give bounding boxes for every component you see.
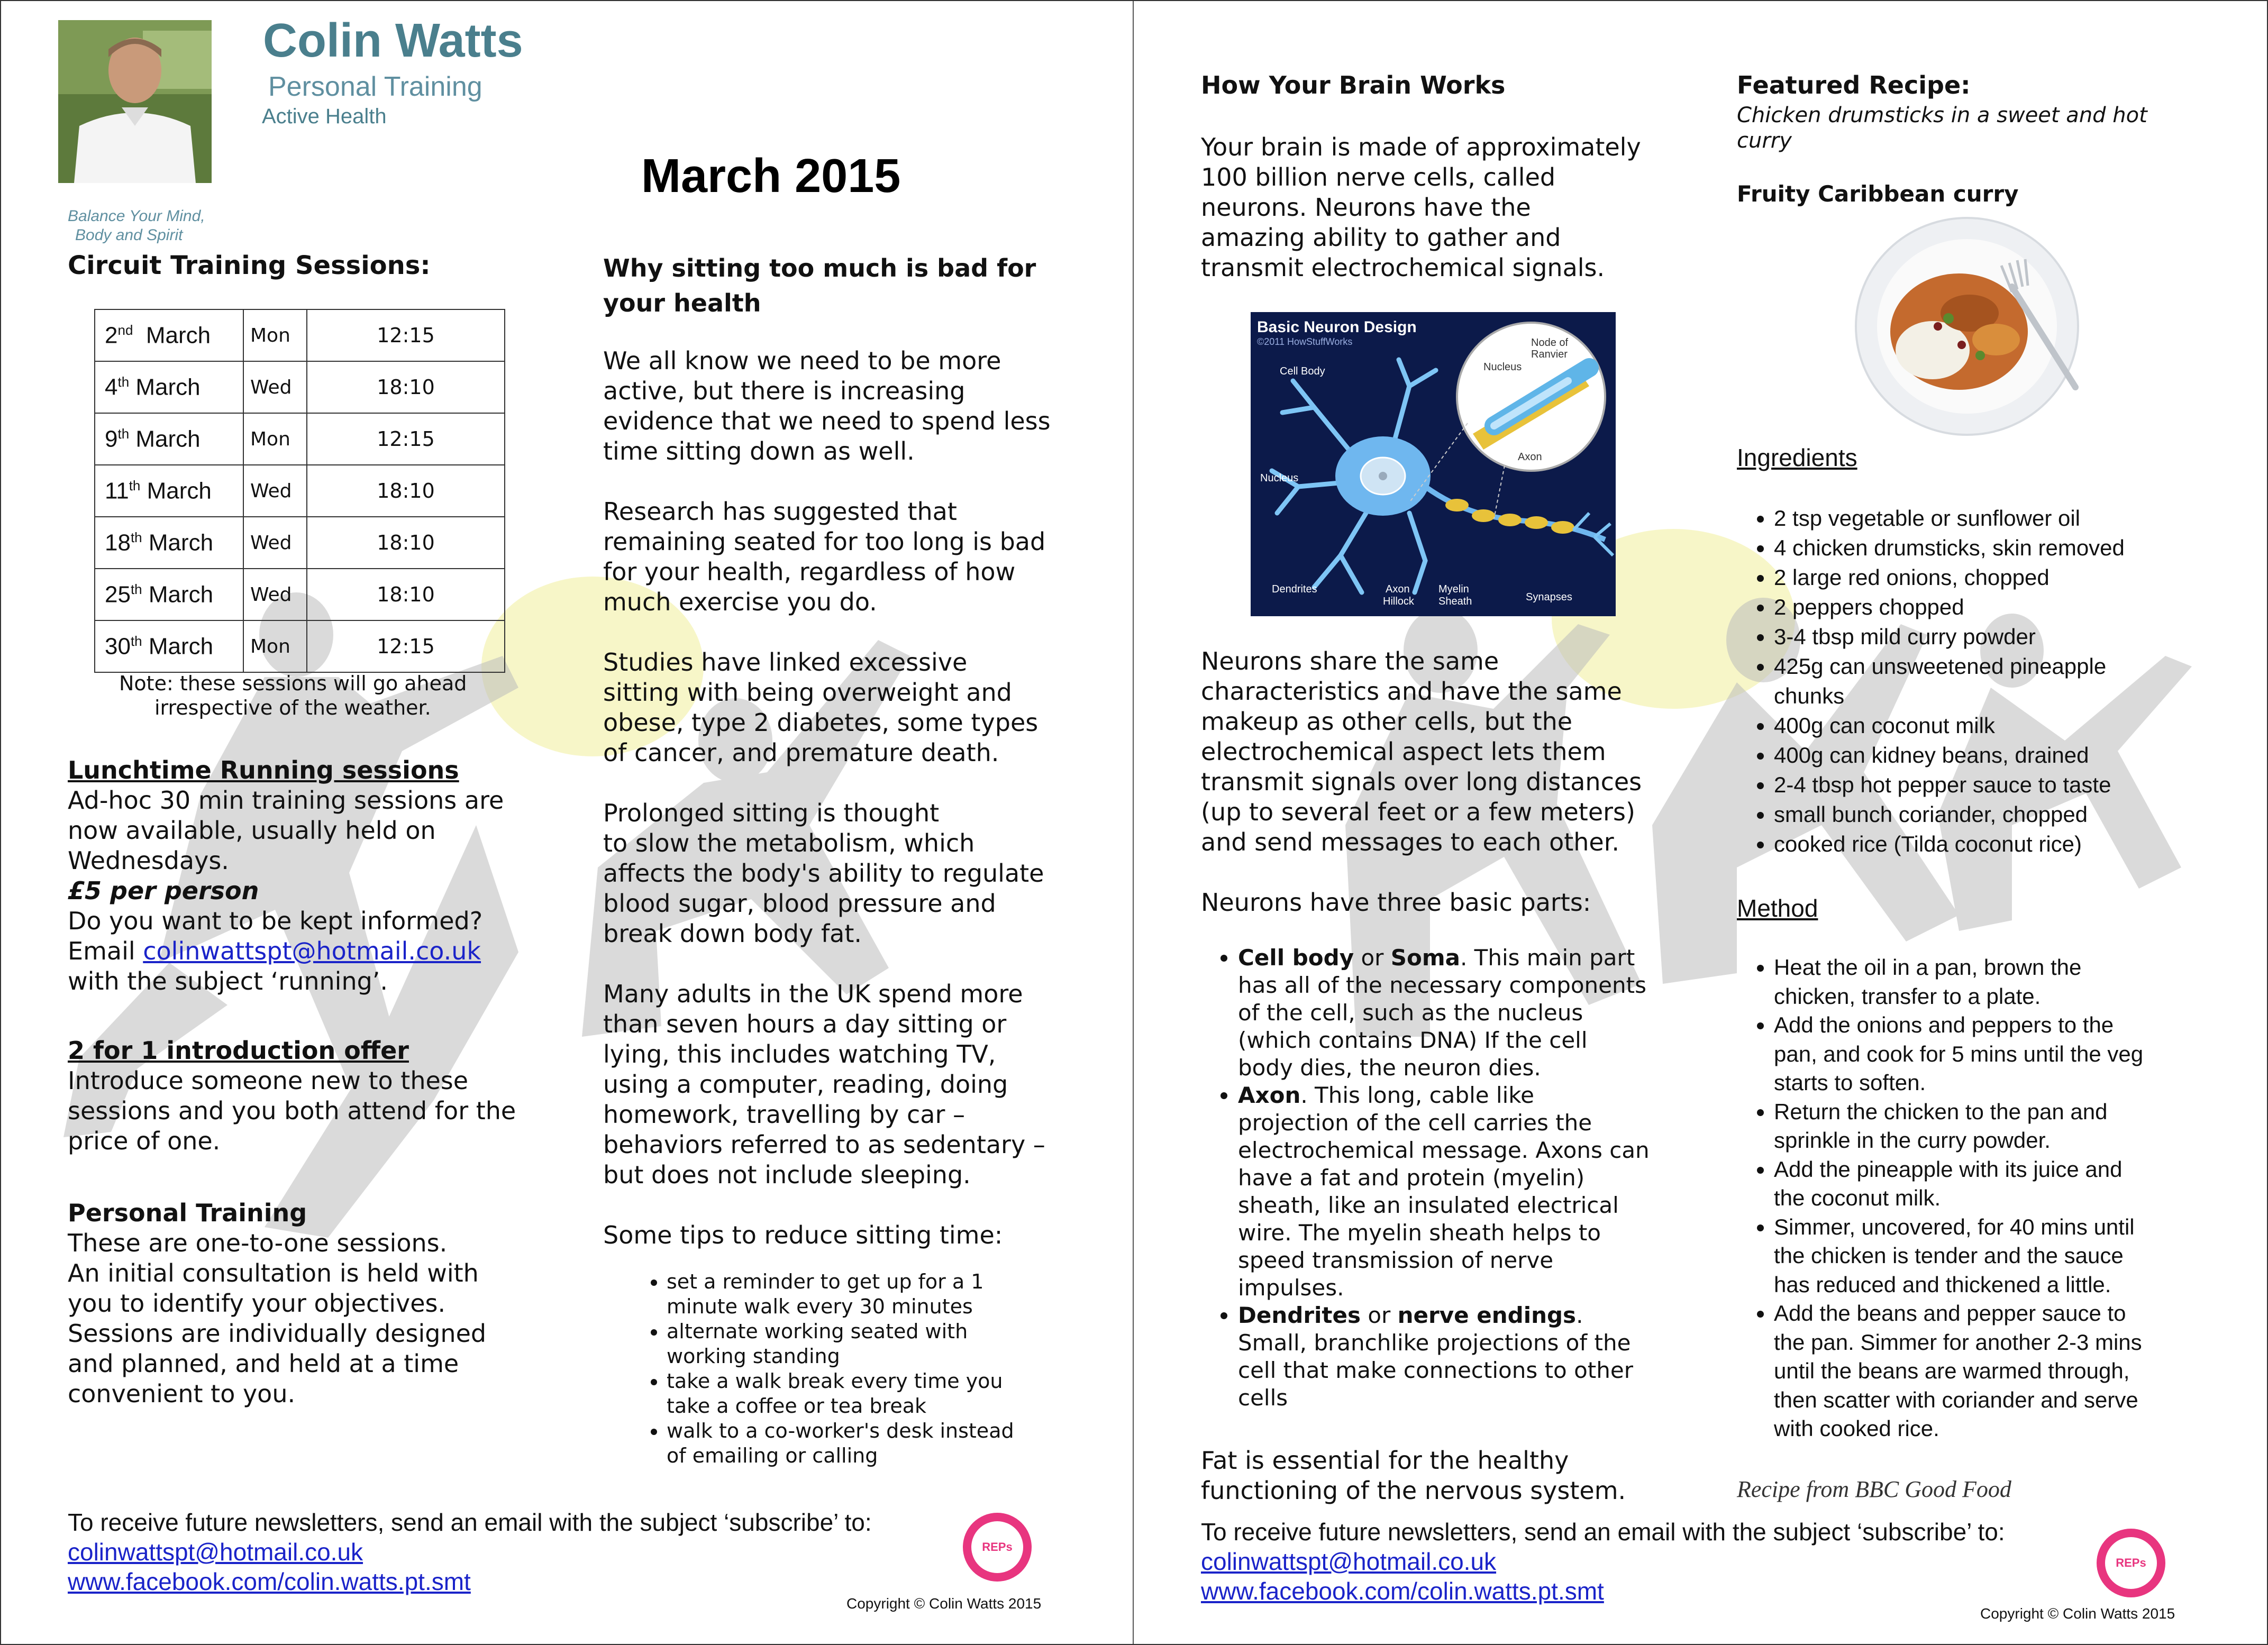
sitting-paragraph-2: Research has suggested that remaining seated for too long is bad for your health, regardless of how much exercise you do.	[603, 497, 1046, 616]
tagline-line-2: Body and Spirit	[75, 226, 183, 244]
offer-line-3: price of one.	[68, 1127, 221, 1155]
list-item: • 400g can kidney beans, drained	[1774, 741, 2268, 770]
footer-page-2	[1201, 1517, 2005, 1606]
table-row: 25th March Wed 18:10	[95, 569, 505, 620]
label-synapses: Synapses	[1526, 591, 1572, 603]
curry-dish-photo	[1853, 213, 2097, 440]
list-item: • Cell body or Soma. This main part has all of the necessary components of the cell, such as the nucleus (which contains DNA) If the cell body dies, the neuron dies.	[1238, 944, 1714, 1082]
pt-title: Personal Training	[68, 1199, 307, 1227]
fat-paragraph: Fat is essential for the healthy functioning of the nervous system.	[1201, 1446, 1626, 1505]
list-item: • small bunch coriander, chopped	[1774, 800, 2268, 829]
list-item: • set a reminder to get up for a 1 minute walk every 30 minutes	[667, 1269, 1133, 1319]
header-subtitle-2: Active Health	[262, 105, 387, 128]
circuit-note-line-1: Note: these sessions will go ahead	[119, 672, 467, 695]
list-item: • 3-4 tbsp mild curry powder	[1774, 622, 2268, 652]
running-section	[68, 755, 544, 997]
list-item: • 425g can unsweetened pineapple chunks	[1774, 652, 2268, 711]
table-row: 4th March Wed 18:10	[95, 361, 505, 413]
newsletter-page-2	[1134, 0, 2268, 1645]
circuit-schedule-table	[94, 309, 505, 673]
recipe-subtitle: Chicken drumsticks in a sweet and hot curry	[1737, 103, 2147, 153]
pt-line: Sessions are individually designed	[68, 1319, 487, 1348]
reps-badge-icon: REPs	[2097, 1529, 2165, 1597]
personal-training-section	[68, 1198, 544, 1409]
footer	[68, 1507, 872, 1596]
recipe-name: Fruity Caribbean curry	[1737, 181, 2019, 207]
pt-line: These are one-to-one sessions.	[68, 1229, 448, 1257]
list-item: • 4 chicken drumsticks, skin removed	[1774, 533, 2268, 563]
running-line-5: with the subject ‘running’.	[68, 967, 388, 995]
sitting-title: Why sitting too much is bad for your health	[603, 254, 1036, 317]
newsletter-page-1	[0, 0, 1133, 1645]
method-title: Method	[1737, 894, 1818, 922]
list-item: • Simmer, uncovered, for 40 mins until the chicken is tender and the sauce has reduced and thickened a little.	[1774, 1213, 2268, 1300]
brain-intro: Your brain is made of approximately 100 billion nerve cells, called neurons. Neurons have the amazing ability to gather and transmit electrochemical signals.	[1201, 133, 1641, 282]
table-row: 9th March Mon 12:15	[95, 413, 505, 465]
sitting-paragraph-4: Prolonged sitting is thought to slow the metabolism, which affects the body's ability to regulate blood sugar, blood pressure and break down body fat.	[603, 799, 1044, 948]
trainer-photo	[58, 20, 212, 183]
running-title: Lunchtime Running sessions	[68, 756, 459, 784]
issue-title: March 2015	[641, 150, 901, 203]
neuron-parts-list	[1201, 944, 1714, 1412]
list-item: • walk to a co-worker's desk instead of emailing or calling	[667, 1419, 1133, 1468]
diagram-title: Basic Neuron Design	[1257, 318, 1417, 336]
label-nucleus: Nucleus	[1260, 472, 1299, 484]
parts-intro: Neurons have three basic parts:	[1201, 888, 1591, 917]
list-item: • Add the pineapple with its juice and the coconut milk.	[1774, 1155, 2268, 1213]
offer-line-2: sessions and you both attend for the	[68, 1096, 516, 1125]
label-nucleus-inset: Nucleus	[1483, 361, 1522, 373]
list-item: • Axon. This long, cable like projection of the cell carries the electrochemical message. Axons can have a fat and protein (myelin) sheath, like an insulated electrical wire. The myelin sheath helps to speed transmission of nerve impulses.	[1238, 1082, 1714, 1302]
running-line-4: Do you want to be kept informed?	[68, 907, 483, 935]
list-item: • Add the onions and peppers to the pan, and cook for 5 mins until the veg starts to soften.	[1774, 1011, 2268, 1098]
footer-facebook-link[interactable]: www.facebook.com/colin.watts.pt.smt	[1201, 1577, 1604, 1605]
running-price: £5 per person	[68, 876, 259, 905]
label-cell-body: Cell Body	[1280, 365, 1325, 377]
tagline-line-1: Balance Your Mind,	[68, 207, 205, 225]
label-axon-hillock-2: Hillock	[1383, 596, 1414, 607]
list-item: • 2 large red onions, chopped	[1774, 563, 2268, 592]
running-email-link[interactable]: colinwattspt@hotmail.co.uk	[143, 937, 481, 965]
label-node-2: Ranvier	[1531, 349, 1568, 360]
list-item: • cooked rice (Tilda coconut rice)	[1774, 829, 2268, 859]
copyright: Copyright © Colin Watts 2015	[1980, 1605, 2175, 1622]
pt-line: An initial consultation is held with	[68, 1259, 479, 1287]
running-line-2: now available, usually held on	[68, 816, 436, 845]
list-item: • 2 peppers chopped	[1774, 592, 2268, 622]
list-item: • take a walk break every time you take a coffee or tea break	[667, 1369, 1133, 1419]
circuit-note-line-2: irrespective of the weather.	[154, 696, 431, 719]
recipe-source: Recipe from BBC Good Food	[1737, 1476, 2011, 1502]
sitting-body	[603, 346, 1132, 1250]
offer-line-1: Introduce someone new to these	[68, 1066, 469, 1095]
label-node-1: Node of	[1531, 337, 1569, 349]
label-axon: Axon	[1518, 451, 1542, 463]
table-row: 11th March Wed 18:10	[95, 465, 505, 517]
pt-line: and planned, and held at a time	[68, 1349, 459, 1378]
pt-line: convenient to you.	[68, 1379, 296, 1408]
running-line-3: Wednesdays.	[68, 846, 229, 875]
ingredients-list	[1737, 504, 2268, 859]
footer-facebook-link[interactable]: www.facebook.com/colin.watts.pt.smt	[68, 1568, 471, 1595]
footer-text: To receive future newsletters, send an email with the subject ‘subscribe’ to:	[1201, 1518, 2005, 1546]
table-row: 2nd March Mon 12:15	[95, 309, 505, 361]
copyright: Copyright © Colin Watts 2015	[846, 1595, 1042, 1612]
label-dendrites: Dendrites	[1272, 583, 1317, 595]
neuron-diagram	[1251, 312, 1616, 616]
list-item: • alternate working seated with working standing	[667, 1319, 1133, 1369]
tips-title: Some tips to reduce sitting time:	[603, 1221, 1003, 1249]
header-subtitle: Personal Training	[268, 71, 482, 102]
table-row: 30th March Mon 12:15	[95, 620, 505, 672]
brain-paragraph-2: Neurons share the same characteristics and have the same makeup as other cells, but the electrochemical aspect lets them transmit signals over long distances (up to several feet or a few meters) and send messages to each other. Neurons have three basic parts:	[1201, 646, 1698, 918]
list-item: • 2 tsp vegetable or sunflower oil	[1774, 504, 2268, 533]
tips-list	[630, 1269, 1133, 1468]
footer-text: To receive future newsletters, send an email with the subject ‘subscribe’ to:	[68, 1509, 872, 1536]
footer-email-link[interactable]: colinwattspt@hotmail.co.uk	[68, 1538, 363, 1566]
offer-section	[68, 1036, 544, 1156]
offer-title: 2 for 1 introduction offer	[68, 1036, 409, 1065]
list-item: • Add the beans and pepper sauce to the pan. Simmer for another 2-3 mins until the beans are warmed through, then scatter with coriander and serve with cooked rice.	[1774, 1299, 2268, 1443]
sitting-paragraph-3: Studies have linked excessive sitting with being overweight and obese, type 2 diabetes, some types of cancer, and premature death.	[603, 648, 1039, 767]
sitting-paragraph-5: Many adults in the UK spend more than seven hours a day sitting or lying, this includes watching TV, using a computer, reading, doing homework, travelling by car – behaviors referred to as sedentary – but does not include sleeping.	[603, 980, 1045, 1189]
brain-title: How Your Brain Works	[1201, 71, 1506, 99]
method-list	[1737, 953, 2268, 1443]
sitting-paragraph-1: We all know we need to be more active, but there is increasing evidence that we need to spend less time sitting down as well.	[603, 346, 1051, 465]
trainer-name: Colin Watts	[263, 14, 523, 67]
list-item: • Dendrites or nerve endings. Small, branchlike projections of the cell that make connections to other cells	[1238, 1302, 1714, 1412]
list-item: • 400g can coconut milk	[1774, 711, 2268, 741]
label-axon-hillock-1: Axon	[1386, 583, 1410, 595]
reps-badge-icon: REPs	[963, 1513, 1032, 1582]
label-myelin-1: Myelin	[1438, 583, 1469, 595]
pt-line: you to identify your objectives.	[68, 1289, 446, 1318]
diagram-credit: ©2011 HowStuffWorks	[1257, 336, 1353, 347]
table-row: 18th March Wed 18:10	[95, 517, 505, 569]
ingredients-title: Ingredients	[1737, 444, 1857, 471]
circuit-title: Circuit Training Sessions:	[68, 251, 431, 280]
featured-recipe-label: Featured Recipe:	[1737, 71, 1971, 99]
running-line-1: Ad-hoc 30 min training sessions are	[68, 786, 504, 815]
footer-email-link[interactable]: colinwattspt@hotmail.co.uk	[1201, 1548, 1497, 1575]
list-item: • 2-4 tbsp hot pepper sauce to taste	[1774, 770, 2268, 800]
email-label: Email	[68, 937, 143, 965]
list-item: • Heat the oil in a pan, brown the chicken, transfer to a plate.	[1774, 953, 2268, 1011]
label-myelin-2: Sheath	[1438, 596, 1472, 607]
list-item: • Return the chicken to the pan and sprinkle in the curry powder.	[1774, 1098, 2268, 1155]
